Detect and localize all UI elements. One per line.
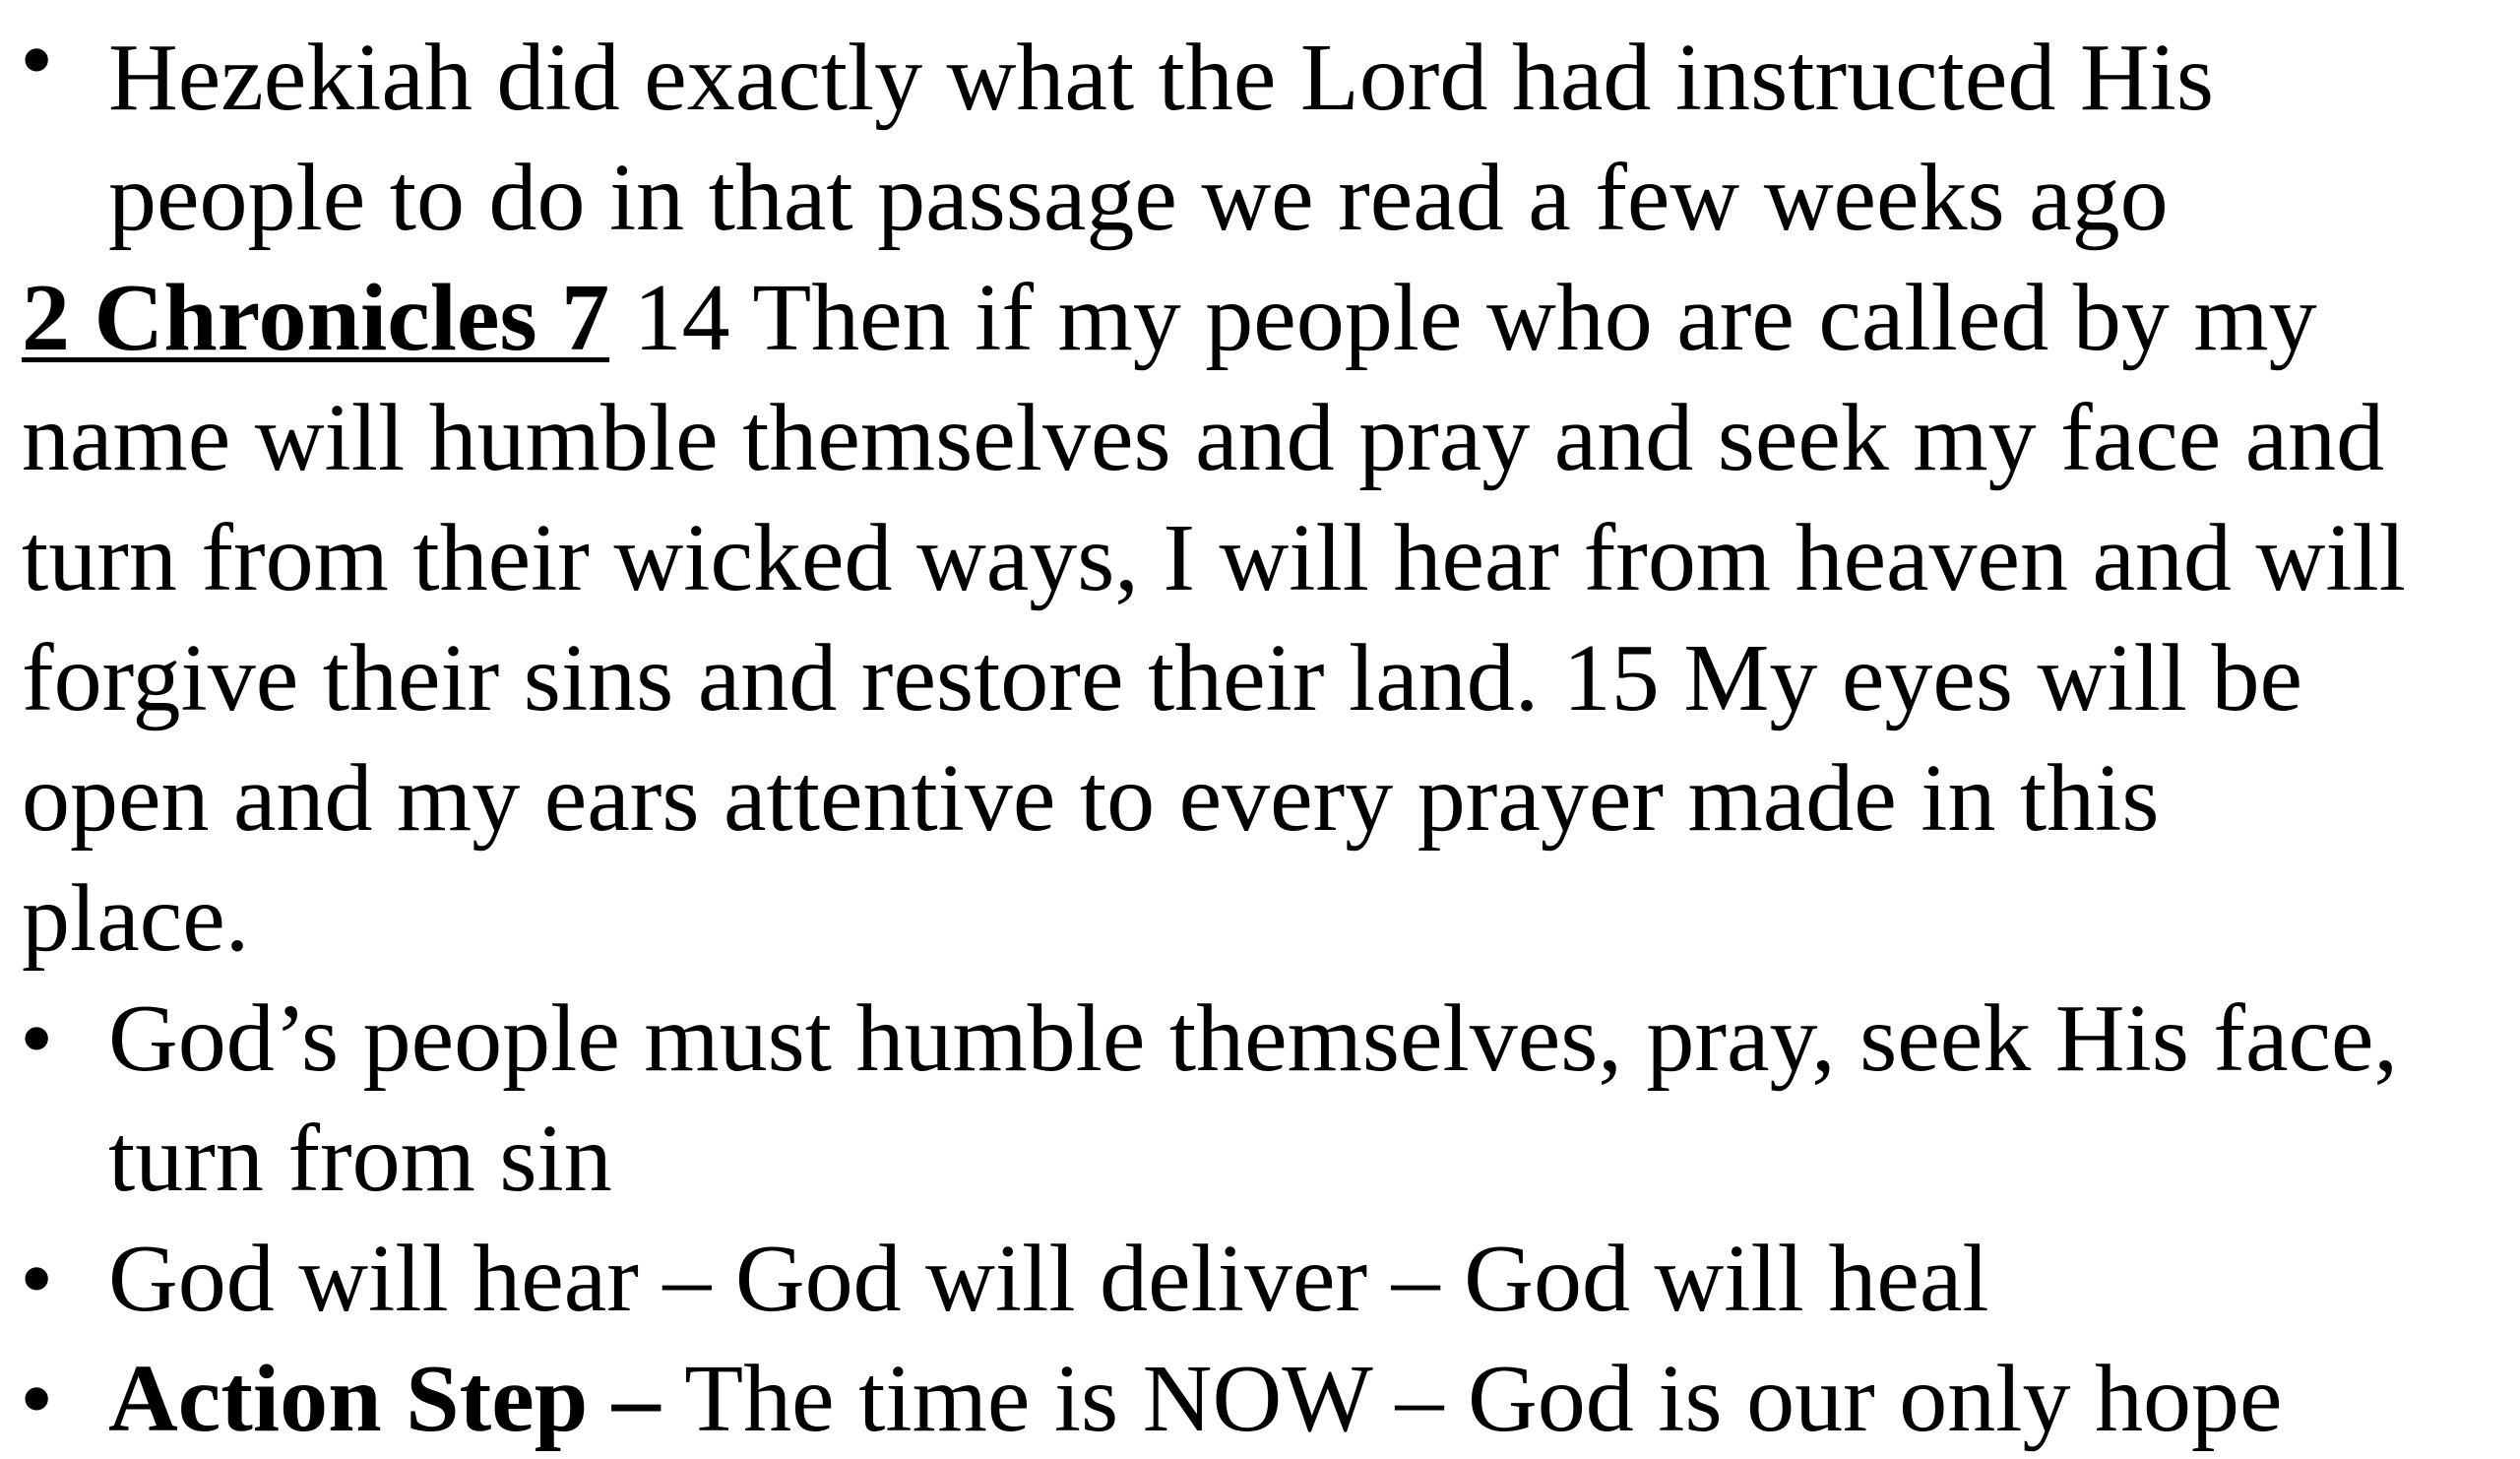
passage-line: turn from their wicked ways, I will hear from heaven and will xyxy=(22,505,2407,611)
passage-line: place. xyxy=(22,865,250,972)
action-step-text: The time is NOW – God is our only hope xyxy=(684,1346,2283,1452)
passage-line: open and my ears attentive to every prayer made in this xyxy=(22,745,2160,852)
passage-line xyxy=(22,258,2512,378)
action-step-label: Action Step – xyxy=(108,1346,685,1452)
passage-line: name will humble themselves and pray and seek my face and xyxy=(22,385,2385,491)
bullet-gods-people xyxy=(0,979,2520,1219)
passage-line: forgive their sins and restore their land. 15 My eyes will be xyxy=(22,625,2302,731)
bullet-action-step xyxy=(0,1339,2520,1459)
passage-text: 14 Then if my people who are called by my xyxy=(609,265,2317,371)
bullet-line: God’s people must humble themselves, pray, seek His face, xyxy=(108,985,2399,1092)
bullet-line: God will hear – God will deliver – God will heal xyxy=(108,1226,1989,1332)
bullet-line: people to do in that passage we read a few weeks ago xyxy=(108,145,2169,251)
scripture-reference: 2 Chronicles 7 xyxy=(22,265,610,371)
scripture-passage xyxy=(0,258,2512,979)
bullet-icon: • xyxy=(20,1226,54,1332)
bullet-line: turn from sin xyxy=(108,1106,612,1212)
bullet-icon: • xyxy=(20,1346,54,1452)
bullet-icon: • xyxy=(20,985,54,1092)
bullet-hezekiah xyxy=(0,0,2520,258)
bullet-line: Hezekiah did exactly what the Lord had instructed His xyxy=(108,25,2214,131)
bullet-icon: • xyxy=(20,7,54,113)
bullet-god-will xyxy=(0,1219,2520,1339)
bullet-line xyxy=(108,1339,2520,1459)
